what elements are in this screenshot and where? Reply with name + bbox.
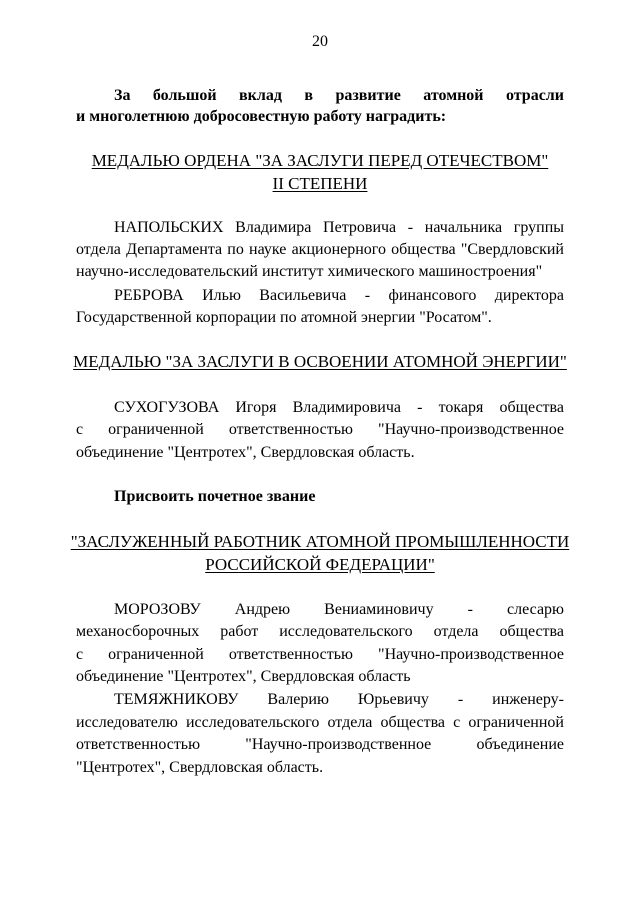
awardee-line: отдела Департамента по науке акционерного общества "Свердловский (76, 241, 564, 258)
awardee-line: с ограниченной ответственностью "Научно-производственное (76, 421, 564, 438)
honorary-title-line-2: РОССИЙСКОЙ ФЕДЕРАЦИИ" (205, 555, 435, 574)
awardee-line: с ограниченной ответственностью "Научно-производственное (76, 646, 564, 663)
awardee-line: ответственностью "Научно-производственное объединение (76, 736, 564, 753)
awardee-line: исследователю исследовательского отдела общества с ограниченной (76, 714, 564, 731)
intro-line-1: За большой вклад в развитие атомной отрасли (114, 87, 564, 104)
awardee-line: объединение "Центротех", Свердловская область (76, 668, 411, 685)
page-number: 20 (312, 33, 328, 50)
medal2-title: МЕДАЛЬЮ "ЗА ЗАСЛУГИ В ОСВОЕНИИ АТОМНОЙ ЭНЕРГИИ" (73, 352, 567, 371)
awardee-line: "Центротех", Свердловская область. (76, 759, 324, 776)
intro-line-2: и многолетнюю добросовестную работу наградить: (76, 108, 447, 125)
honorary-intro: Присвоить почетное звание (114, 488, 316, 505)
awardee-line: НАПОЛЬСКИХ Владимира Петровича - начальника группы (114, 219, 564, 236)
awardee-line: Государственной корпорации по атомной энергии "Росатом". (76, 309, 492, 326)
medal1-title-line-2: II СТЕПЕНИ (272, 174, 368, 193)
awardee-line: СУХОГУЗОВА Игоря Владимировича - токаря общества (114, 399, 564, 416)
awardee-line: объединение "Центротех", Свердловская область. (76, 444, 415, 461)
awardee-line: ТЕМЯЖНИКОВУ Валерию Юрьевичу - инженеру- (114, 691, 564, 708)
awardee-line: механосборочных работ исследовательского отдела общества (76, 623, 564, 640)
medal1-title-line-1: МЕДАЛЬЮ ОРДЕНА "ЗА ЗАСЛУГИ ПЕРЕД ОТЕЧЕСТВОМ" (91, 151, 549, 170)
awardee-line: РЕБРОВА Илью Васильевича - финансового директора (114, 287, 564, 304)
awardee-line: научно-исследовательский институт химического машиностроения" (76, 263, 543, 280)
honorary-title-line-1: "ЗАСЛУЖЕННЫЙ РАБОТНИК АТОМНОЙ ПРОМЫШЛЕННОСТИ (70, 532, 570, 551)
awardee-line: МОРОЗОВУ Андрею Вениаминовичу - слесарю (114, 601, 564, 618)
